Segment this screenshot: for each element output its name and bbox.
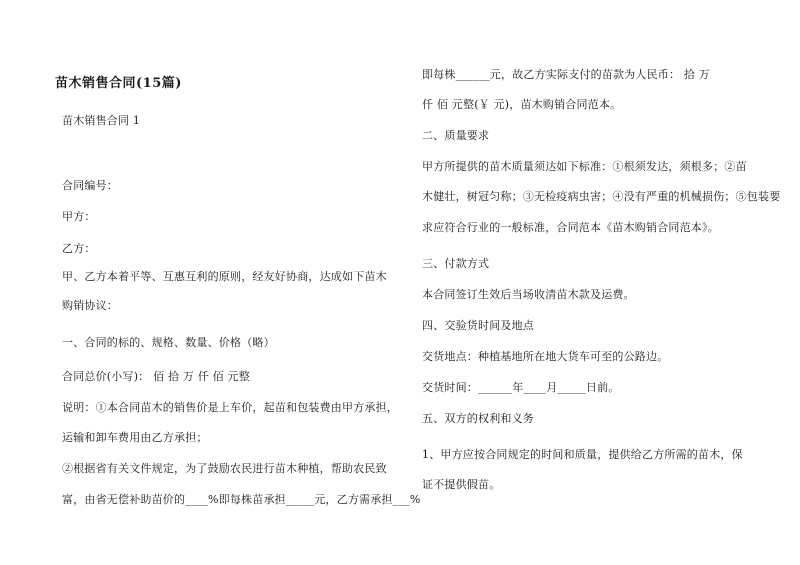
subsidy-line-1: ②根据省有关文件规定，为了鼓励农民进行苗木种植，帮助农民致 [62,462,387,475]
document-title: 苗木销售合同(15篇) [55,76,182,91]
contract-heading: 苗木销售合同 1 [62,114,141,127]
quality-line-3: 求应符合行业的一般标准，合同范本《苗木购销合同范本》。 [422,221,719,234]
delivery-place-text: 交货地点：种植基地所在地大货车可至的公路边。 [422,350,669,363]
section-1-heading: 一、合同的标的、规格、数量、价格（略） [62,336,275,349]
payment-amount-line-1: 即每株______元，故乙方实际支付的苗款为人民币： 拾 万 [422,68,710,81]
quality-line-1: 甲方所提供的苗木质量须达如下标准：①根须发达，须根多；②苗 [422,160,747,173]
section-5-heading: 五、双方的权利和义务 [422,412,534,425]
agreement-intro-line-2: 购销协议： [62,299,118,312]
agreement-intro-line-1: 甲、乙方本着平等、互惠互利的原则，经友好协商，达成如下苗木 [62,270,387,283]
payment-method-text: 本合同签订生效后当场收清苗木款及运费。 [422,288,635,301]
quality-line-2: 木健壮，树冠匀称；③无检疫病虫害；④没有严重的机械损伤；⑤包装要 [422,190,781,203]
section-3-heading: 三、付款方式 [422,257,490,270]
rights-line-2: 证不提供假苗。 [422,478,501,491]
delivery-time-text: 交货时间：______年____月_____日前。 [422,381,620,394]
payment-amount-line-2: 仟 佰 元整(￥ 元)，苗木购销合同范本。 [422,98,622,111]
section-4-heading: 四、交验货时间及地点 [422,319,534,332]
section-2-heading: 二、质量要求 [422,129,490,142]
party-a-label: 甲方： [62,210,96,223]
note-line-1: 说明：①本合同苗木的销售价是上车价，起苗和包装费由甲方承担， [62,401,398,414]
note-line-2: 运输和卸车费用由乙方承担； [62,431,208,444]
party-b-label: 乙方： [62,242,96,255]
total-price-line: 合同总价(小写)： 佰 拾 万 仟 佰 元整 [62,370,250,383]
rights-line-1: 1、甲方应按合同规定的时间和质量，提供给乙方所需的苗木，保 [422,448,743,461]
contract-number-label: 合同编号： [62,179,118,192]
subsidy-line-2: 富，由省无偿补助苗价的____%即每株苗承担_____元，乙方需承担___% [62,493,421,506]
